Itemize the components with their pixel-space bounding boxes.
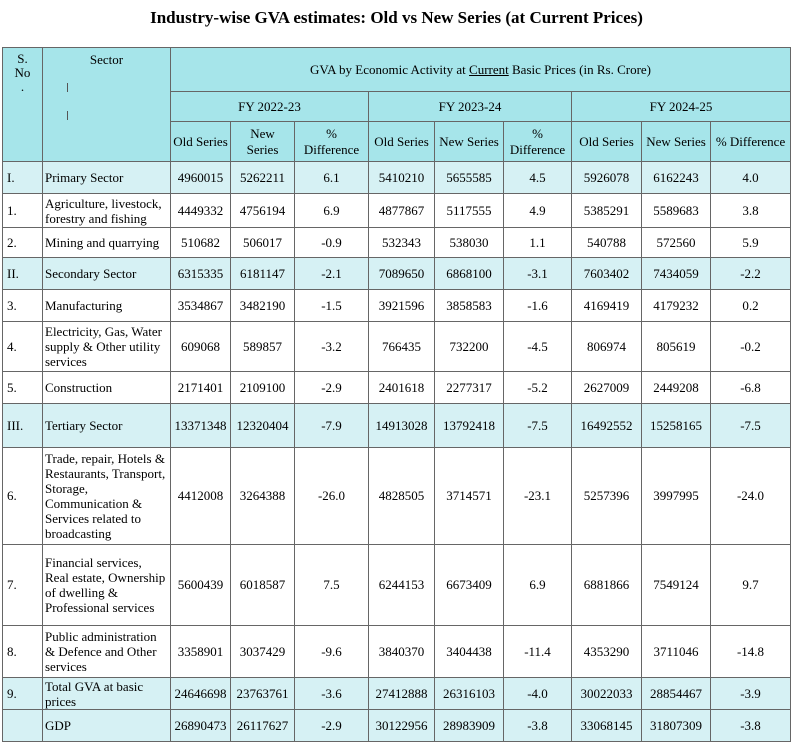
- gva-header-text: Basic Prices (in Rs. Crore): [508, 61, 652, 77]
- table-row: [3, 404, 791, 448]
- row-sector: Total GVA at basic prices: [43, 678, 171, 710]
- table-row: [3, 545, 791, 626]
- row-value: 5926078: [572, 162, 642, 194]
- row-sector: Construction: [43, 372, 171, 404]
- row-value: 4828505: [369, 448, 435, 545]
- header-tick: [67, 83, 68, 92]
- table-row: [3, 322, 791, 372]
- row-sno: 6.: [3, 448, 43, 545]
- row-sector: Mining and quarrying: [43, 228, 171, 258]
- row-value: 5410210: [369, 162, 435, 194]
- old-series-header: Old Series: [369, 122, 435, 162]
- table-row: [3, 372, 791, 404]
- row-sno: I.: [3, 162, 43, 194]
- row-value: 5589683: [642, 194, 711, 228]
- row-value: 532343: [369, 228, 435, 258]
- new-series-header: New Series: [231, 122, 295, 162]
- row-pct-difference: -3.6: [295, 678, 369, 710]
- row-value: 5600439: [171, 545, 231, 626]
- row-value: 3404438: [435, 626, 504, 678]
- row-pct-difference: -23.1: [504, 448, 572, 545]
- sector-header: [43, 48, 171, 162]
- table-row: [3, 228, 791, 258]
- old-series-header: Old Series: [171, 122, 231, 162]
- row-value: 4179232: [642, 290, 711, 322]
- row-value: 13371348: [171, 404, 231, 448]
- row-sno: [3, 710, 43, 742]
- table-row: [3, 448, 791, 545]
- page-title: Industry-wise GVA estimates: Old vs New Series (at Current Prices): [150, 8, 643, 27]
- row-value: 506017: [231, 228, 295, 258]
- row-sno: 1.: [3, 194, 43, 228]
- pct-difference-header: % Difference: [504, 122, 572, 162]
- row-pct-difference: 0.2: [711, 290, 791, 322]
- row-value: 5262211: [231, 162, 295, 194]
- row-pct-difference: -11.4: [504, 626, 572, 678]
- row-value: 5257396: [572, 448, 642, 545]
- row-pct-difference: -3.1: [504, 258, 572, 290]
- row-value: 26316103: [435, 678, 504, 710]
- row-sno: 3.: [3, 290, 43, 322]
- row-value: 30022033: [572, 678, 642, 710]
- pct-difference-header: % Difference: [295, 122, 369, 162]
- row-pct-difference: 6.9: [295, 194, 369, 228]
- row-pct-difference: 3.8: [711, 194, 791, 228]
- row-value: 3840370: [369, 626, 435, 678]
- row-value: 14913028: [369, 404, 435, 448]
- row-value: 805619: [642, 322, 711, 372]
- row-sno: 7.: [3, 545, 43, 626]
- fy-2024-25-header: FY 2024-25: [572, 92, 791, 122]
- table-row: [3, 194, 791, 228]
- row-value: 6868100: [435, 258, 504, 290]
- row-pct-difference: -24.0: [711, 448, 791, 545]
- gva-header-text: GVA by Economic Activity at: [310, 61, 470, 77]
- row-value: 5655585: [435, 162, 504, 194]
- gva-table: [2, 47, 791, 742]
- row-value: 2449208: [642, 372, 711, 404]
- table-body: [3, 162, 791, 742]
- row-value: 28854467: [642, 678, 711, 710]
- row-value: 6244153: [369, 545, 435, 626]
- table-row: [3, 710, 791, 742]
- row-value: 6181147: [231, 258, 295, 290]
- new-series-header: New Series: [642, 122, 711, 162]
- row-value: 27412888: [369, 678, 435, 710]
- row-value: 589857: [231, 322, 295, 372]
- row-pct-difference: 7.5: [295, 545, 369, 626]
- sno-header: [3, 48, 43, 162]
- row-value: 4877867: [369, 194, 435, 228]
- row-pct-difference: -14.8: [711, 626, 791, 678]
- row-value: 7434059: [642, 258, 711, 290]
- row-pct-difference: -6.8: [711, 372, 791, 404]
- row-pct-difference: -3.8: [711, 710, 791, 742]
- row-value: 732200: [435, 322, 504, 372]
- row-value: 7089650: [369, 258, 435, 290]
- row-value: 6881866: [572, 545, 642, 626]
- row-sector: GDP: [43, 710, 171, 742]
- row-value: 806974: [572, 322, 642, 372]
- old-series-header: Old Series: [572, 122, 642, 162]
- gva-header-current: Current: [469, 61, 509, 77]
- row-value: 540788: [572, 228, 642, 258]
- row-value: 3358901: [171, 626, 231, 678]
- row-value: 3714571: [435, 448, 504, 545]
- row-pct-difference: -2.1: [295, 258, 369, 290]
- row-value: 609068: [171, 322, 231, 372]
- row-pct-difference: -26.0: [295, 448, 369, 545]
- row-value: 6162243: [642, 162, 711, 194]
- table-row: [3, 290, 791, 322]
- row-pct-difference: 6.9: [504, 545, 572, 626]
- row-value: 16492552: [572, 404, 642, 448]
- row-value: 538030: [435, 228, 504, 258]
- row-pct-difference: -3.8: [504, 710, 572, 742]
- row-pct-difference: -1.5: [295, 290, 369, 322]
- row-pct-difference: 4.9: [504, 194, 572, 228]
- row-value: 3921596: [369, 290, 435, 322]
- row-sector: Secondary Sector: [43, 258, 171, 290]
- row-pct-difference: 4.5: [504, 162, 572, 194]
- row-value: 33068145: [572, 710, 642, 742]
- row-value: 7603402: [572, 258, 642, 290]
- header-tick: [67, 111, 68, 120]
- row-value: 31807309: [642, 710, 711, 742]
- row-value: 3858583: [435, 290, 504, 322]
- row-value: 4169419: [572, 290, 642, 322]
- fy-2023-24-header: FY 2023-24: [369, 92, 572, 122]
- row-value: 4449332: [171, 194, 231, 228]
- row-pct-difference: 1.1: [504, 228, 572, 258]
- new-series-header: New Series: [435, 122, 504, 162]
- row-pct-difference: 9.7: [711, 545, 791, 626]
- row-pct-difference: 4.0: [711, 162, 791, 194]
- row-sector: Manufacturing: [43, 290, 171, 322]
- row-pct-difference: -7.5: [504, 404, 572, 448]
- row-value: 12320404: [231, 404, 295, 448]
- row-pct-difference: -7.9: [295, 404, 369, 448]
- row-sno: 2.: [3, 228, 43, 258]
- table-row: [3, 678, 791, 710]
- row-sno: 8.: [3, 626, 43, 678]
- row-pct-difference: -2.9: [295, 372, 369, 404]
- table-row: [3, 162, 791, 194]
- gva-header: [171, 48, 791, 92]
- row-sector: Electricity, Gas, Water supply & Other utility services: [43, 322, 171, 372]
- row-sno: II.: [3, 258, 43, 290]
- row-sno: 9.: [3, 678, 43, 710]
- row-sno: III.: [3, 404, 43, 448]
- row-value: 13792418: [435, 404, 504, 448]
- row-value: 4756194: [231, 194, 295, 228]
- pct-difference-header: % Difference: [711, 122, 791, 162]
- table-row: [3, 626, 791, 678]
- row-value: 766435: [369, 322, 435, 372]
- row-value: 510682: [171, 228, 231, 258]
- row-pct-difference: -5.2: [504, 372, 572, 404]
- row-sector: Trade, repair, Hotels & Restaurants, Transport, Storage, Communication & Services related to broadcasting: [43, 448, 171, 545]
- row-sector: Tertiary Sector: [43, 404, 171, 448]
- row-value: 3037429: [231, 626, 295, 678]
- row-value: 24646698: [171, 678, 231, 710]
- row-pct-difference: 6.1: [295, 162, 369, 194]
- sector-header-label: Sector: [89, 52, 124, 67]
- row-pct-difference: -0.2: [711, 322, 791, 372]
- row-value: 3711046: [642, 626, 711, 678]
- row-value: 5117555: [435, 194, 504, 228]
- sno-header-line: .: [20, 79, 25, 94]
- row-value: 4412008: [171, 448, 231, 545]
- row-pct-difference: -0.9: [295, 228, 369, 258]
- row-value: 2627009: [572, 372, 642, 404]
- row-pct-difference: 5.9: [711, 228, 791, 258]
- row-value: 26117627: [231, 710, 295, 742]
- row-value: 7549124: [642, 545, 711, 626]
- row-pct-difference: -2.2: [711, 258, 791, 290]
- row-value: 3997995: [642, 448, 711, 545]
- row-value: 4353290: [572, 626, 642, 678]
- row-pct-difference: -1.6: [504, 290, 572, 322]
- row-pct-difference: -2.9: [295, 710, 369, 742]
- row-value: 3534867: [171, 290, 231, 322]
- row-pct-difference: -9.6: [295, 626, 369, 678]
- sno-header-line: S.: [17, 51, 28, 66]
- row-value: 2109100: [231, 372, 295, 404]
- row-value: 4960015: [171, 162, 231, 194]
- row-value: 26890473: [171, 710, 231, 742]
- row-value: 2171401: [171, 372, 231, 404]
- row-sector: Primary Sector: [43, 162, 171, 194]
- row-pct-difference: -3.2: [295, 322, 369, 372]
- row-value: 6018587: [231, 545, 295, 626]
- row-value: 2277317: [435, 372, 504, 404]
- row-value: 572560: [642, 228, 711, 258]
- row-pct-difference: -4.5: [504, 322, 572, 372]
- row-sno: 5.: [3, 372, 43, 404]
- table-row: [3, 258, 791, 290]
- row-sno: 4.: [3, 322, 43, 372]
- row-pct-difference: -3.9: [711, 678, 791, 710]
- row-sector: Financial services, Real estate, Ownership of dwelling & Professional services: [43, 545, 171, 626]
- row-pct-difference: -7.5: [711, 404, 791, 448]
- row-sector: Public administration & Defence and Other services: [43, 626, 171, 678]
- row-value: 30122956: [369, 710, 435, 742]
- row-sector: Agriculture, livestock, forestry and fishing: [43, 194, 171, 228]
- row-value: 15258165: [642, 404, 711, 448]
- row-value: 6315335: [171, 258, 231, 290]
- row-value: 2401618: [369, 372, 435, 404]
- row-value: 3264388: [231, 448, 295, 545]
- row-pct-difference: -4.0: [504, 678, 572, 710]
- sno-header-line: No: [14, 65, 31, 80]
- row-value: 28983909: [435, 710, 504, 742]
- row-value: 23763761: [231, 678, 295, 710]
- row-value: 3482190: [231, 290, 295, 322]
- row-value: 6673409: [435, 545, 504, 626]
- fy-2022-23-header: FY 2022-23: [171, 92, 369, 122]
- row-value: 5385291: [572, 194, 642, 228]
